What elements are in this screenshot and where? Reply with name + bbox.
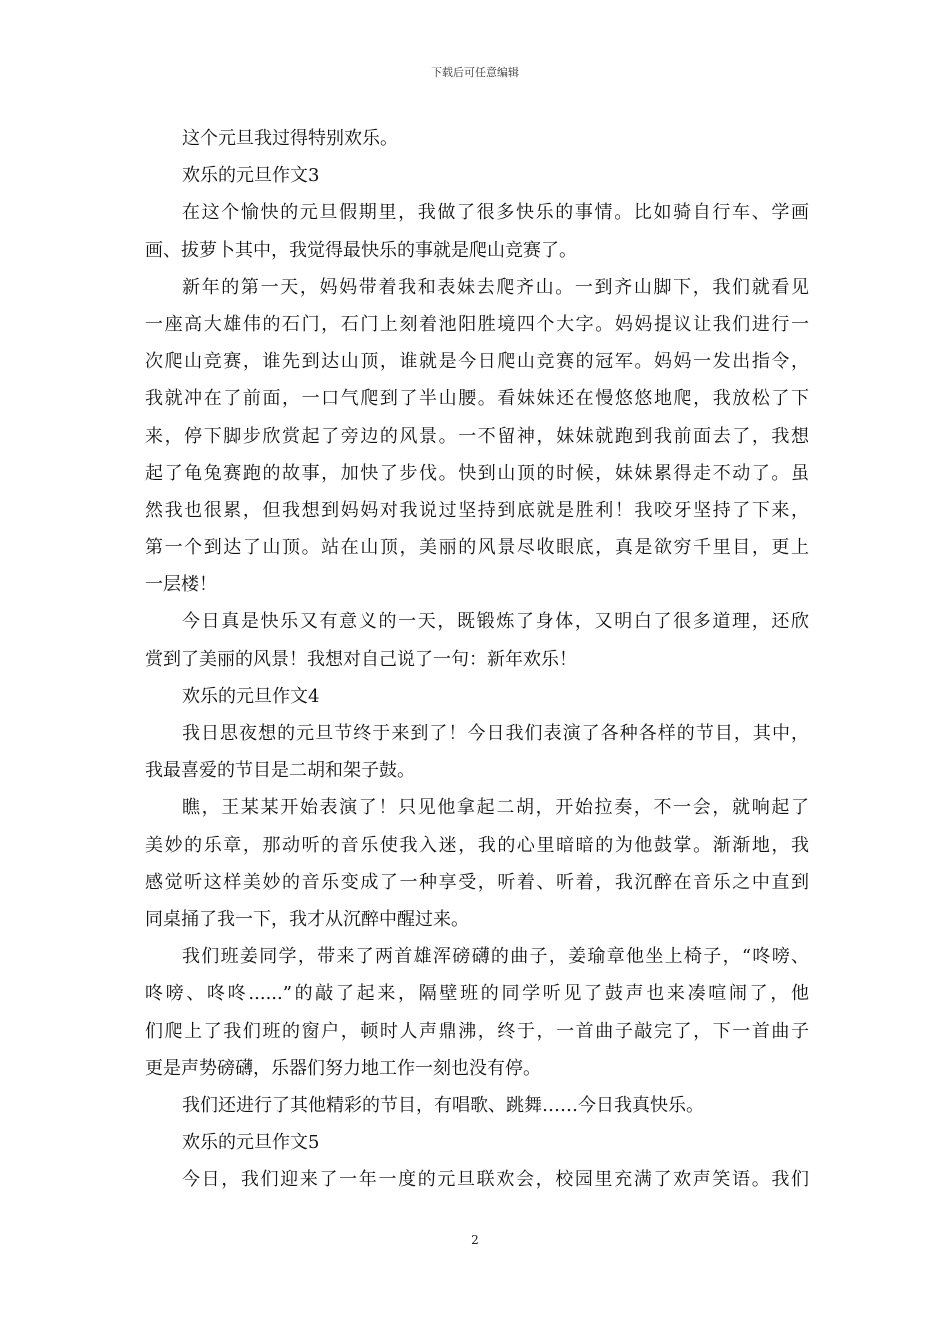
text-line: 一座高大雄伟的石门，石门上刻着池阳胜境四个大字。妈妈提议让我们进行一	[145, 313, 809, 335]
text-line: 新年的第一天，妈妈带着我和表妹去爬齐山。一到齐山脚下，我们就看见	[182, 276, 809, 298]
text-line: 我们班姜同学，带来了两首雄浑磅礴的曲子，姜瑜章他坐上椅子，“咚嗙、	[182, 946, 809, 968]
text-line: 欢乐的元旦作文3	[182, 165, 320, 187]
text-line: 我们还进行了其他精彩的节目，有唱歌、跳舞……今日我真快乐。	[182, 1094, 704, 1116]
text-line: 一层楼！	[145, 574, 217, 596]
text-line: 然我也很累，但我想到妈妈对我说过坚持到底就是胜利！我咬牙坚持了下来，	[145, 499, 809, 521]
text-line: 今日真是快乐又有意义的一天，既锻炼了身体，又明白了很多道理，还欣	[182, 611, 809, 633]
text-line: 画、拔萝卜其中，我觉得最快乐的事就是爬山竞赛了。	[145, 239, 577, 261]
text-line: 来，停下脚步欣赏起了旁边的风景。一不留神，妹妹就跑到我前面去了，我想	[145, 425, 809, 447]
page-header: 下载后可任意编辑	[431, 66, 519, 79]
text-line: 我就冲在了前面，一口气爬到了半山腰。看妹妹还在慢悠悠地爬，我放松了下	[145, 388, 809, 410]
text-line: 我最喜爱的节目是二胡和架子鼓。	[145, 760, 415, 782]
text-line: 今日，我们迎来了一年一度的元旦联欢会，校园里充满了欢声笑语。我们	[182, 1169, 809, 1191]
text-line: 赏到了美丽的风景！我想对自己说了一句：新年欢乐！	[145, 648, 577, 670]
document-body	[145, 120, 809, 1198]
text-line: 我日思夜想的元旦节终于来到了！今日我们表演了各种各样的节目，其中，	[182, 723, 809, 744]
text-line: 欢乐的元旦作文4	[182, 685, 320, 707]
text-line: 咚嗙、咚咚......”的敲了起来，隔壁班的同学听见了鼓声也来凑喧闹了，他	[145, 983, 809, 1005]
text-line: 美妙的乐章，那动听的音乐使我入迷，我的心里暗暗的为他鼓掌。渐渐地，我	[145, 834, 809, 856]
text-line: 起了龟兔赛跑的故事，加快了步伐。快到山顶的时候，妹妹累得走不动了。虽	[145, 462, 809, 484]
text-line: 同桌捅了我一下，我才从沉醉中醒过来。	[145, 908, 469, 930]
text-line: 们爬上了我们班的窗户，顿时人声鼎沸，终于，一首曲子敲完了，下一首曲子	[145, 1020, 809, 1042]
text-line: 次爬山竞赛，谁先到达山顶，谁就是今日爬山竞赛的冠军。妈妈一发出指令，	[145, 351, 809, 373]
text-line: 感觉听这样美妙的音乐变成了一种享受，听着、听着，我沉醉在音乐之中直到	[145, 871, 809, 893]
text-line: 欢乐的元旦作文5	[182, 1132, 320, 1154]
text-line: 瞧，王某某开始表演了！只见他拿起二胡，开始拉奏，不一会，就响起了	[182, 797, 809, 819]
text-line: 更是声势磅礴，乐器们努力地工作一刻也没有停。	[145, 1057, 541, 1079]
page-number: 2	[471, 1233, 479, 1247]
text-line: 在这个愉快的元旦假期里，我做了很多快乐的事情。比如骑自行车、学画	[182, 202, 809, 224]
text-line: 第一个到达了山顶。站在山顶，美丽的风景尽收眼底，真是欲穷千里目，更上	[145, 537, 809, 559]
text-line: 这个元旦我过得特别欢乐。	[182, 128, 398, 149]
